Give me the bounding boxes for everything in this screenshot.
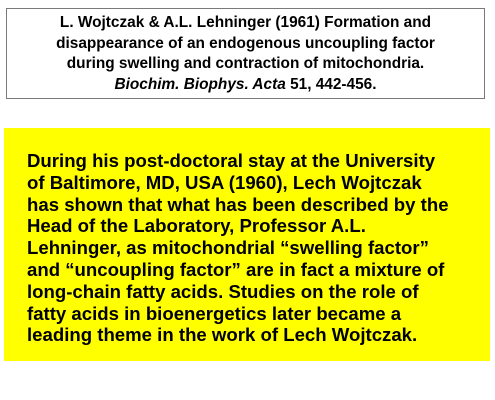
volume-pages: 51, 442-456.	[285, 75, 377, 93]
summary-line-8: fatty acids in bioenergetics later became a	[27, 302, 402, 324]
citation-line-3: during swelling and contraction of mitochondria.	[66, 55, 425, 72]
summary-line-5: Lehninger, as mitochondrial “swelling factor”	[27, 237, 429, 259]
summary-line-3: has shown that what has been described by the	[27, 193, 449, 215]
citation-line-4	[13, 75, 478, 96]
citation-line-2: disappearance of an endogenous uncoupling factor	[56, 34, 435, 52]
highlighted-summary	[4, 128, 490, 361]
summary-line-6: and “uncoupling factor” are in fact a mixture of	[27, 258, 445, 280]
citation-box	[6, 8, 485, 99]
journal-name: Biochim. Biophys. Acta	[114, 75, 286, 93]
summary-line-7: long-chain fatty acids. Studies on the role of	[27, 280, 419, 302]
citation-line-1: L. Wojtczak & A.L. Lehninger (1961) Formation and	[59, 14, 432, 31]
summary-line-2: of Baltimore, MD, USA (1960), Lech Wojtczak	[27, 171, 422, 193]
summary-line-9: leading theme in the work of Lech Wojtczak.	[27, 324, 418, 346]
summary-line-1: During his post-doctoral stay at the University	[27, 150, 436, 171]
summary-line-4: Head of the Laboratory, Professor A.L.	[27, 215, 366, 237]
